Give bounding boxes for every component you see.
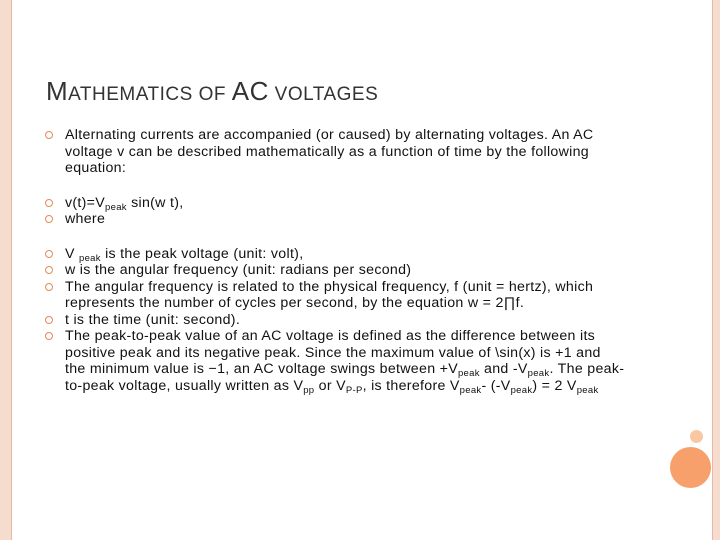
bullet-marker-icon [45,266,53,274]
left-border-line [11,0,12,540]
bullet-marker-icon [45,250,53,258]
bullet-marker-icon [45,332,53,340]
right-border-band [713,0,720,540]
bullet-frequency-relation: The angular frequency is related to the physical frequency, f (unit = hertz), which represents the number of cycles per second, by the equation w = 2∏f. [45,279,625,312]
bullet-marker-icon [45,316,53,324]
decorative-small-circle [690,430,703,443]
bullet-vpeak: V $_{peak}$ is the peak voltage (unit: volt), [45,246,625,263]
bullet-marker-icon [45,199,53,207]
bullet-marker-icon [45,215,53,223]
bullet-time: t is the time (unit: second). [45,312,625,329]
bullet-intro: Alternating currents are accompanied (or caused) by alternating voltages. An AC voltage v can be described mathematically as a function of time by the following equation: [45,127,625,177]
slide-title: MATHEMATICS OF AC VOLTAGES [46,76,379,106]
bullet-list [45,127,625,394]
bullet-peak-to-peak: The peak-to-peak value of an AC voltage is defined as the difference between its positive peak and its negative peak. Since the maximum value of \sin(x) is +1 and the minimum value is −1, an AC voltage swings between $+V_{peak}$ and $-V_{peak}$. The peak-to-peak voltage, usually written as $V_{pp}$ or $V_{P-P}$, is therefore $V_{peak}-$ $(-V_{peak}) = 2$ $V_{peak}$ [45,328,625,394]
bullet-angular-frequency: w is the angular frequency (unit: radians per second) [45,262,625,279]
bullet-where: where [45,211,625,228]
bullet-marker-icon [45,131,53,139]
bullet-marker-icon [45,283,53,291]
bullet-equation: $v(t)=V_{peak}$ sin(w t), [45,195,625,212]
left-border-band [0,0,11,540]
decorative-large-circle [670,447,711,488]
